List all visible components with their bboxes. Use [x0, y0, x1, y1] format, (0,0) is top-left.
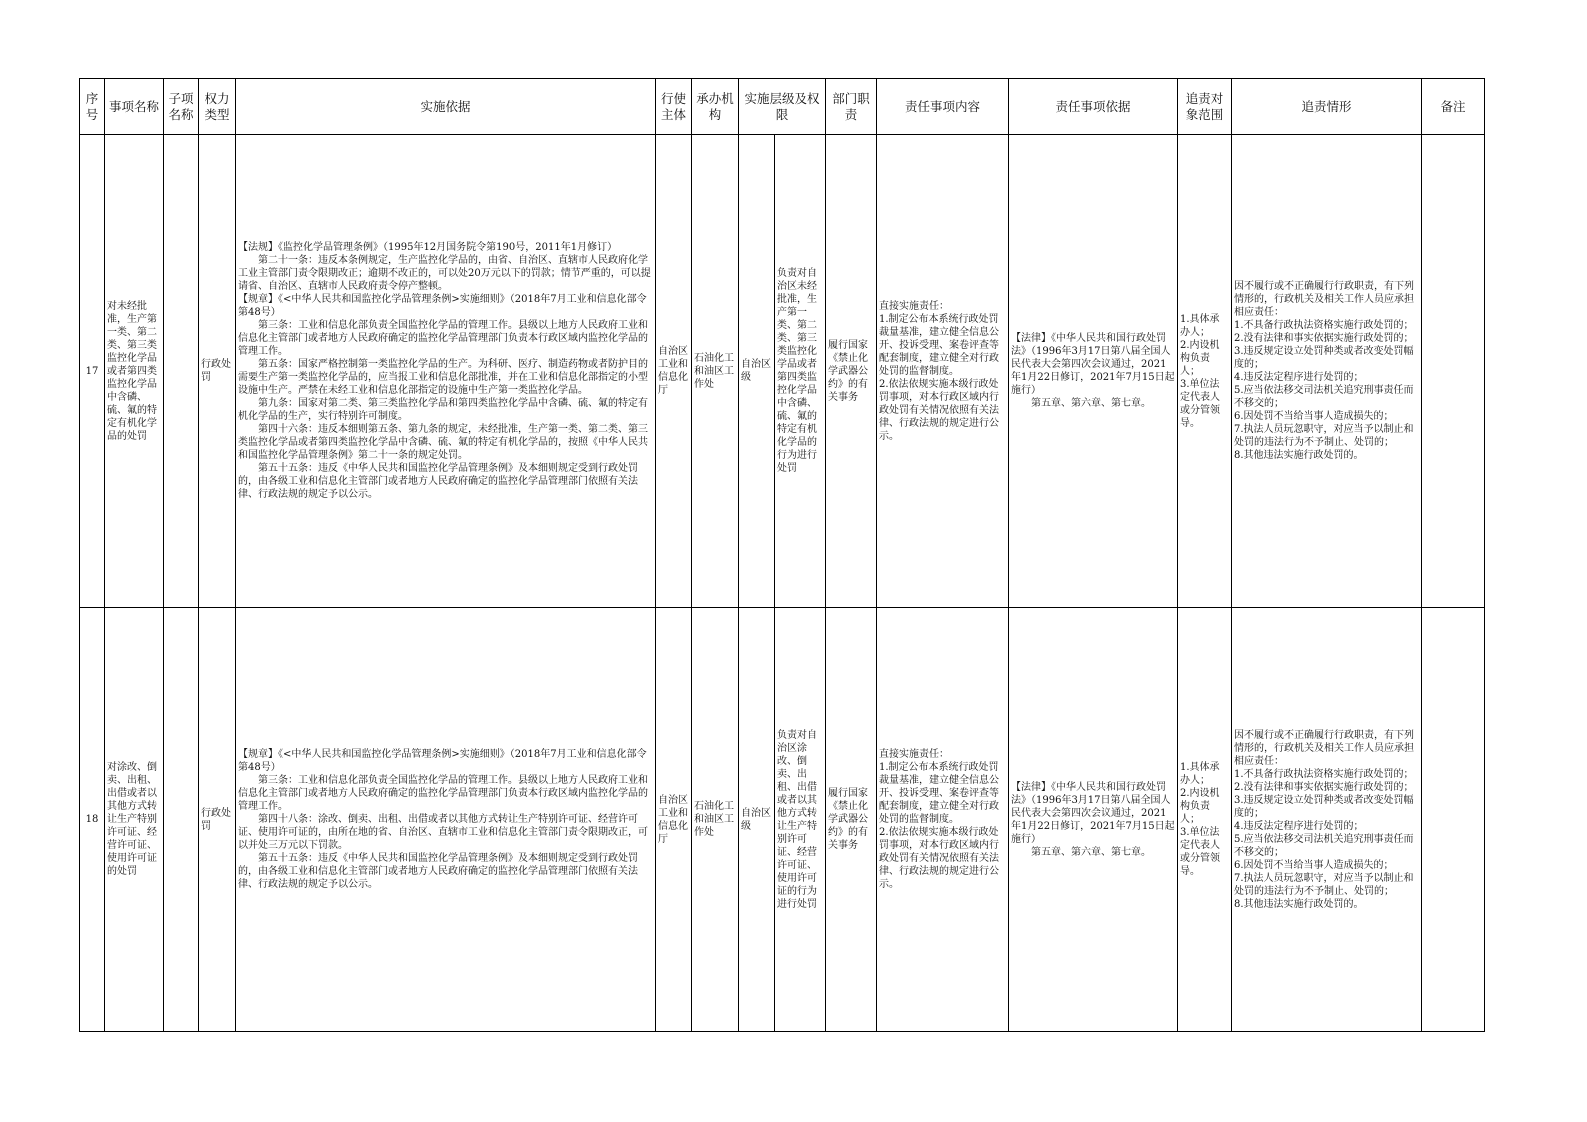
row-level: 自治区级 — [739, 135, 775, 608]
header-seq: 序号 — [80, 79, 105, 135]
row-seq: 17 — [80, 135, 105, 608]
row-authority: 负责对自治区未经批准，生产第一类、第二类、第三类监控化学品或者第四类监控化学品中含磷、硫、氟的特定有机化学品的行为进行处罚 — [775, 135, 826, 608]
header-remarks: 备注 — [1422, 79, 1485, 135]
header-basis: 实施依据 — [236, 79, 656, 135]
header-level: 实施层级及权限 — [739, 79, 826, 135]
header-agency: 承办机构 — [692, 79, 739, 135]
header-row — [80, 79, 1485, 135]
row-basis: 【规章】《<中华人民共和国监控化学品管理条例>实施细则》（2018年7月工业和信息化部令第48号） 第三条：工业和信息化部负责全国监控化学品的管理工作。县级以上地方人民政府工业和信息化主管部门或者地方人民政府确定的监控化学品管理部门负责本行政区域内监控化学品的管理工作。 第四十八条：涂改、倒卖、出租、出借或者以其他方式转让生产特别许可证、经营许可证、使用许可证的，由所在地的省、自治区、直辖市工业和信息化主管部门责令限期改正，可以并处三万元以下罚款。 第五十五条：违反《中华人民共和国监控化学品管理条例》及本细则规定受到行政处罚的，由各级工业和信息化主管部门或者地方人民政府确定的监控化学品管理部门依照有关法律、行政法规的规定予以公示。 — [236, 608, 656, 1032]
row-sub-item — [164, 135, 199, 608]
row-subject: 自治区工业和信息化厅 — [656, 608, 692, 1032]
header-duty: 部门职责 — [826, 79, 877, 135]
row-agency: 石油化工和油区工作处 — [692, 135, 739, 608]
table-row — [80, 608, 1485, 1032]
row-power-type: 行政处罚 — [199, 135, 236, 608]
header-subject: 行使主体 — [656, 79, 692, 135]
row-basis: 【法规】《监控化学品管理条例》（1995年12月国务院令第190号，2011年1月修订） 第二十一条：违反本条例规定，生产监控化学品的，由省、自治区、直辖市人民政府化学工业主管部门责令限期改正；逾期不改正的，可以处20万元以下的罚款；情节严重的，可以提请省、自治区、直辖市人民政府责令停产整顿。 【规章】《<中华人民共和国监控化学品管理条例>实施细则》（2018年7月工业和信息化部令第48号） 第三条：工业和信息化部负责全国监控化学品的管理工作。县级以上地方人民政府工业和信息化主管部门或者地方人民政府确定的监控化学品管理部门负责本行政区域内监控化学品的管理工作。 第五条：国家严格控制第一类监控化学品的生产。为科研、医疗、制造药物或者防护目的需要生产第一类监控化学品的，应当报工业和信息化部批准，并在工业和信息化部指定的小型设施中生产。严禁在未经工业和信息化部指定的设施中生产第一类监控化学品。 第九条：国家对第二类、第三类监控化学品和第四类监控化学品中含磷、硫、氟的特定有机化学品的生产，实行特别许可制度。 第四十六条：违反本细则第五条、第九条的规定，未经批准，生产第一类、第二类、第三类监控化学品或者第四类监控化学品中含磷、硫、氟的特定有机化学品的，按照《中华人民共和国监控化学品管理条例》第二十一条的规定处罚。 第五十五条：违反《中华人民共和国监控化学品管理条例》及本细则规定受到行政处罚的，由各级工业和信息化主管部门或者地方人民政府确定的监控化学品管理部门依照有关法律、行政法规的规定予以公示。 — [236, 135, 656, 608]
header-sub-item: 子项名称 — [164, 79, 199, 135]
row-level: 自治区级 — [739, 608, 775, 1032]
responsibility-table — [79, 78, 1485, 1032]
row-agency: 石油化工和油区工作处 — [692, 608, 739, 1032]
row-situations: 因不履行或不正确履行行政职责，有下列情形的，行政机关及相关工作人员应承担相应责任： 1.不具备行政执法资格实施行政处罚的； 2.没有法律和事实依据实施行政处罚的； 3.违反规定设立处罚种类或者改变处罚幅度的； 4.违反法定程序进行处罚的； 5.应当依法移交司法机关追究刑事责任而不移交的； 6.因处罚不当给当事人造成损失的； 7.执法人员玩忽职守，对应当予以制止和处罚的违法行为不予制止、处罚的； 8.其他违法实施行政处罚的。 — [1232, 135, 1422, 608]
row-item-name: 对涂改、倒卖、出租、出借或者以其他方式转让生产特别许可证、经营许可证、使用许可证的处罚 — [105, 608, 164, 1032]
row-accountable: 1.具体承办人； 2.内设机构负责人； 3.单位法定代表人或分管领导。 — [1178, 135, 1232, 608]
row-seq: 18 — [80, 608, 105, 1032]
row-duty: 履行国家《禁止化学武器公约》的有关事务 — [826, 608, 877, 1032]
header-accountable: 追责对象范围 — [1178, 79, 1232, 135]
row-resp-basis: 【法律】《中华人民共和国行政处罚法》（1996年3月17日第八届全国人民代表大会第四次会议通过，2021年1月22日修订，2021年7月15日起施行） 第五章、第六章、第七章。 — [1009, 608, 1178, 1032]
row-situations: 因不履行或不正确履行行政职责，有下列情形的，行政机关及相关工作人员应承担相应责任： 1.不具备行政执法资格实施行政处罚的； 2.没有法律和事实依据实施行政处罚的； 3.违反规定设立处罚种类或者改变处罚幅度的； 4.违反法定程序进行处罚的； 5.应当依法移交司法机关追究刑事责任而不移交的； 6.因处罚不当给当事人造成损失的； 7.执法人员玩忽职守，对应当予以制止和处罚的违法行为不予制止、处罚的； 8.其他违法实施行政处罚的。 — [1232, 608, 1422, 1032]
row-resp-content: 直接实施责任： 1.制定公布本系统行政处罚裁量基准，建立健全信息公开、投诉受理、案卷评查等配套制度，建立健全对行政处罚的监督制度。 2.依法依规实施本级行政处罚事项，对本行政区域内行政处罚有关情况依照有关法律、行政法规的规定进行公示。 — [877, 135, 1009, 608]
header-resp-content: 责任事项内容 — [877, 79, 1009, 135]
row-power-type: 行政处罚 — [199, 608, 236, 1032]
header-situations: 追责情形 — [1232, 79, 1422, 135]
row-resp-basis: 【法律】《中华人民共和国行政处罚法》（1996年3月17日第八届全国人民代表大会第四次会议通过，2021年1月22日修订，2021年7月15日起施行） 第五章、第六章、第七章。 — [1009, 135, 1178, 608]
row-sub-item — [164, 608, 199, 1032]
table-row — [80, 135, 1485, 608]
row-authority: 负责对自治区涂改、倒卖、出租、出借或者以其他方式转让生产特别许可证、经营许可证、使用许可证的行为进行处罚 — [775, 608, 826, 1032]
header-item-name: 事项名称 — [105, 79, 164, 135]
row-duty: 履行国家《禁止化学武器公约》的有关事务 — [826, 135, 877, 608]
row-resp-content: 直接实施责任： 1.制定公布本系统行政处罚裁量基准，建立健全信息公开、投诉受理、案卷评查等配套制度，建立健全对行政处罚的监督制度。 2.依法依规实施本级行政处罚事项，对本行政区域内行政处罚有关情况依照有关法律、行政法规的规定进行公示。 — [877, 608, 1009, 1032]
row-remarks — [1422, 135, 1485, 608]
row-remarks — [1422, 608, 1485, 1032]
header-power-type: 权力类型 — [199, 79, 236, 135]
row-item-name: 对未经批准，生产第一类、第二类、第三类监控化学品或者第四类监控化学品中含磷、硫、氟的特定有机化学品的处罚 — [105, 135, 164, 608]
row-subject: 自治区工业和信息化厅 — [656, 135, 692, 608]
row-accountable: 1.具体承办人； 2.内设机构负责人； 3.单位法定代表人或分管领导。 — [1178, 608, 1232, 1032]
header-resp-basis: 责任事项依据 — [1009, 79, 1178, 135]
